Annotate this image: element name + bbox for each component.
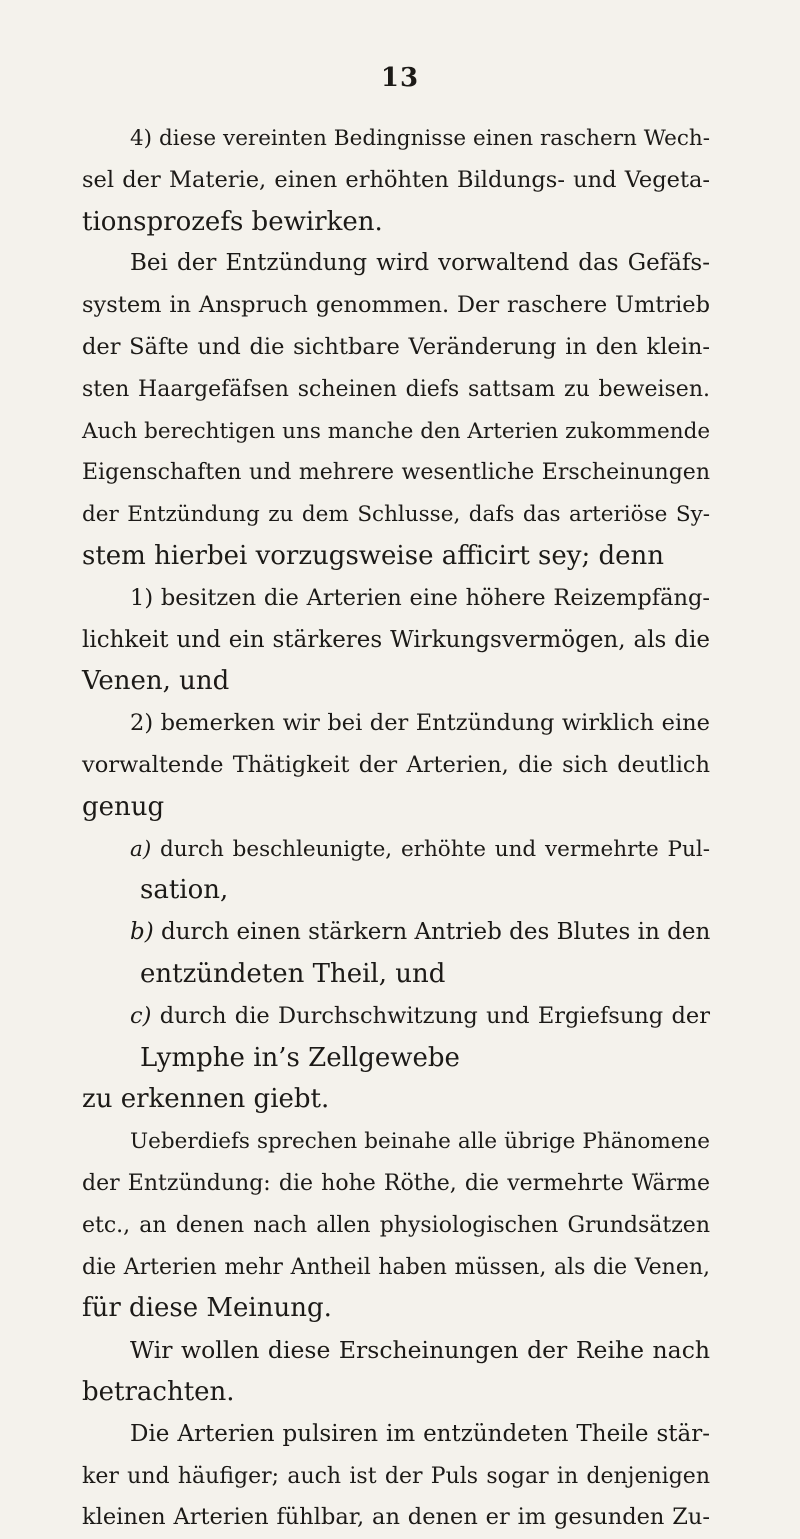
text-line: Bei der Entzündung wird vorwaltend das Gefäfs- xyxy=(130,250,710,277)
text-line: etc., an denen nach allen physiologischen Grundsätzen xyxy=(82,1212,710,1238)
body-text xyxy=(82,118,710,1539)
text-line: für diese Meinung. xyxy=(82,1293,332,1324)
list-item-marker: a) xyxy=(130,836,152,862)
text-line-content: durch die Durchschwitzung und Ergiefsung der xyxy=(159,1002,711,1029)
text-line xyxy=(82,829,710,871)
text-line: der Entzündung zu dem Schlusse, dafs das arteriöse Sy- xyxy=(82,502,710,528)
text-line: sation, xyxy=(140,875,229,906)
text-line: Venen, und xyxy=(82,666,230,697)
text-line: 1) besitzen die Arterien eine höhere Reizempfäng- xyxy=(130,584,710,611)
list-item-marker: b) xyxy=(130,919,154,946)
text-line: stem hierbei vorzugsweise afficirt sey; denn xyxy=(82,540,665,571)
text-line: Ueberdiefs sprechen beinahe alle übrige Phänomene xyxy=(130,1129,710,1155)
text-line: Wir wollen diese Erscheinungen der Reihe nach xyxy=(130,1336,710,1365)
text-line: Lymphe in’s Zellgewebe xyxy=(140,1042,460,1073)
page-number: 13 xyxy=(380,63,420,93)
text-line: betrachten. xyxy=(82,1376,235,1407)
text-line xyxy=(82,912,710,954)
text-line: die Arterien mehr Antheil haben müssen, als die Venen, xyxy=(82,1254,710,1280)
text-line-content: durch beschleunigte, erhöhte und vermehrte Pul- xyxy=(160,836,710,862)
text-line: system in Anspruch genommen. Der raschere Umtrieb xyxy=(82,292,710,319)
text-line: der Entzündung: die hohe Röthe, die vermehrte Wärme xyxy=(82,1170,710,1196)
text-line: sel der Materie, einen erhöhten Bildungs- und Vegeta- xyxy=(82,166,710,193)
text-line: Eigenschaften und mehrere wesentliche Erscheinungen xyxy=(82,460,710,486)
text-line: sten Haargefäfsen scheinen diefs sattsam zu beweisen. xyxy=(82,376,710,402)
text-line: kleinen Arterien fühlbar, an denen er im gesunden Zu- xyxy=(82,1504,710,1531)
text-line: der Säfte und die sichtbare Veränderung in den klein- xyxy=(82,333,710,360)
list-item-marker: c) xyxy=(130,1002,152,1029)
text-line: zu erkennen giebt. xyxy=(82,1084,330,1115)
text-line: Auch berechtigen uns manche den Arterien zukommende xyxy=(82,418,711,444)
text-line: 2) bemerken wir bei der Entzündung wirklich eine xyxy=(130,710,710,737)
text-line: 4) diese vereinten Bedingnisse einen raschern Wech- xyxy=(130,126,710,151)
text-line xyxy=(82,996,710,1038)
text-line-content: durch einen stärkern Antrieb des Blutes in den xyxy=(161,919,711,946)
text-line: lichkeit und ein stärkeres Wirkungsvermögen, als die xyxy=(82,626,710,653)
text-line: entzündeten Theil, und xyxy=(140,958,446,989)
text-line: ker und häufiger; auch ist der Puls sogar in denjenigen xyxy=(82,1463,710,1489)
text-line: genug xyxy=(82,791,165,822)
text-line: tionsprozefs bewirken. xyxy=(82,206,383,237)
text-line: Die Arterien pulsiren im entzündeten Theile stär- xyxy=(130,1420,710,1447)
text-line: vorwaltende Thätigkeit der Arterien, die sich deutlich xyxy=(82,751,710,778)
